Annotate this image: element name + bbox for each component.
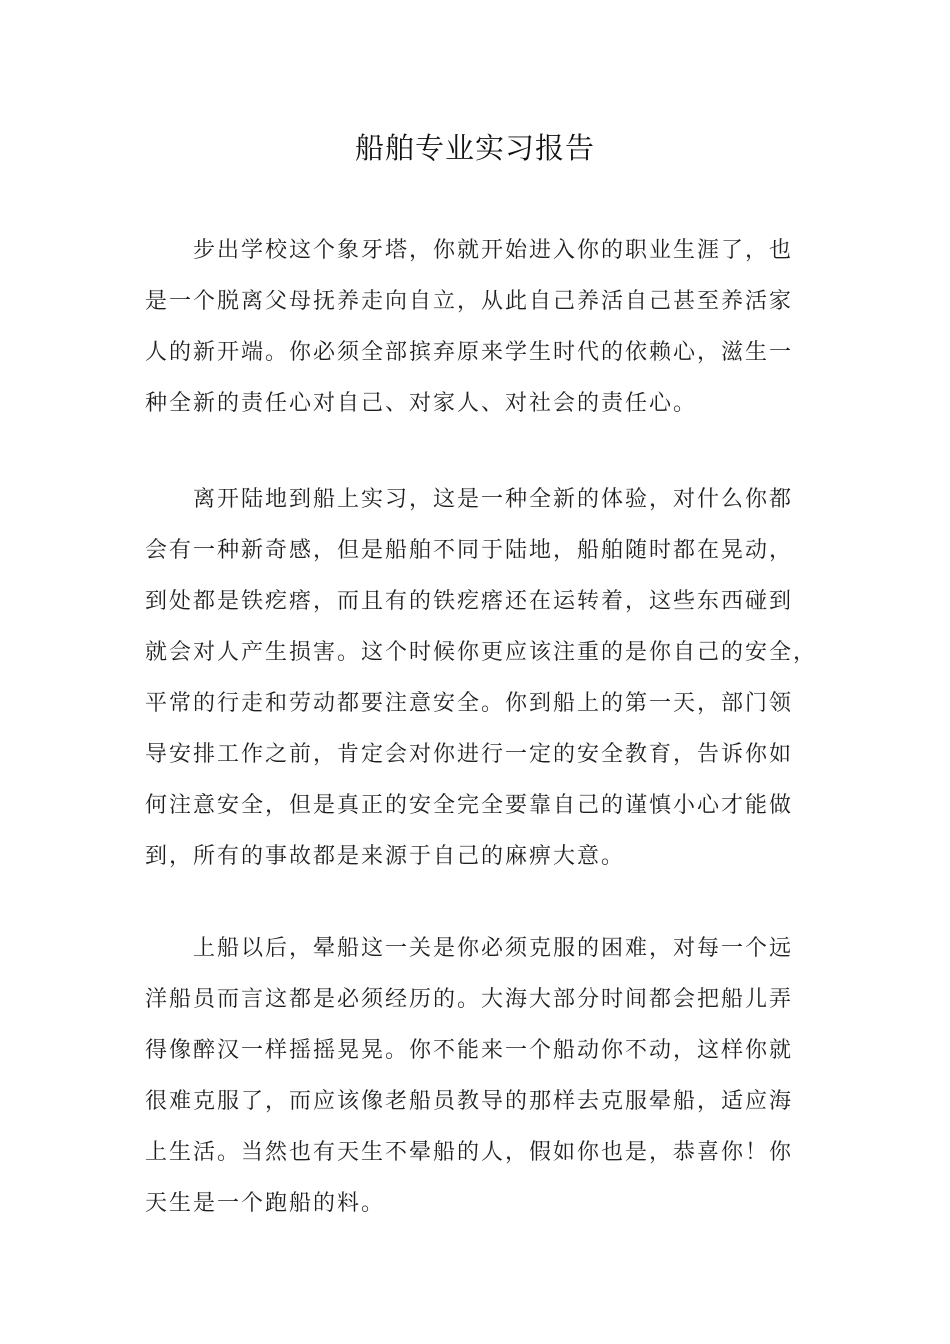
paragraph-line: 很难克服了，而应该像老船员教导的那样去克服晕船，适应海 <box>145 1089 794 1114</box>
paragraph-line: 何注意安全，但是真正的安全完全要靠自己的谨慎小心才能做 <box>145 793 794 818</box>
paragraph-line: 到，所有的事故都是来源于自己的麻痹大意。 <box>145 844 626 869</box>
paragraph-line: 上生活。当然也有天生不晕船的人，假如你也是，恭喜你！你 <box>145 1140 794 1165</box>
paragraph-line: 洋船员而言这都是必须经历的。大海大部分时间都会把船儿弄 <box>145 987 794 1012</box>
paragraph-line: 上船以后，晕船这一关是你必须克服的困难，对每一个远 <box>193 936 794 961</box>
paragraph-3 <box>145 923 805 1229</box>
paragraph-line: 种全新的责任心对自己、对家人、对社会的责任心。 <box>145 391 698 416</box>
paragraph-line: 是一个脱离父母抚养走向自立，从此自己养活自己甚至养活家 <box>145 289 794 314</box>
paragraph-line: 离开陆地到船上实习，这是一种全新的体验，对什么你都 <box>193 487 794 512</box>
paragraph-line: 天生是一个跑船的料。 <box>145 1191 386 1216</box>
paragraph-line: 导安排工作之前，肯定会对你进行一定的安全教育，告诉你如 <box>145 742 794 767</box>
paragraph-1 <box>145 225 805 429</box>
paragraph-line: 得像醉汉一样摇摇晃晃。你不能来一个船动你不动，这样你就 <box>145 1038 794 1063</box>
paragraph-line: 步出学校这个象牙塔，你就开始进入你的职业生涯了，也 <box>193 238 794 263</box>
paragraph-line: 就会对人产生损害。这个时候你更应该注重的是你自己的安全， <box>145 640 818 665</box>
paragraph-line: 人的新开端。你必须全部摈弃原来学生时代的依赖心，滋生一 <box>145 340 794 365</box>
paragraph-line: 到处都是铁疙瘩，而且有的铁疙瘩还在运转着，这些东西碰到 <box>145 589 794 614</box>
document-title: 船舶专业实习报告 <box>354 131 595 165</box>
paragraph-line: 会有一种新奇感，但是船舶不同于陆地，船舶随时都在晃动， <box>145 538 794 563</box>
paragraph-2 <box>145 474 818 882</box>
paragraph-line: 平常的行走和劳动都要注意安全。你到船上的第一天，部门领 <box>145 691 794 716</box>
